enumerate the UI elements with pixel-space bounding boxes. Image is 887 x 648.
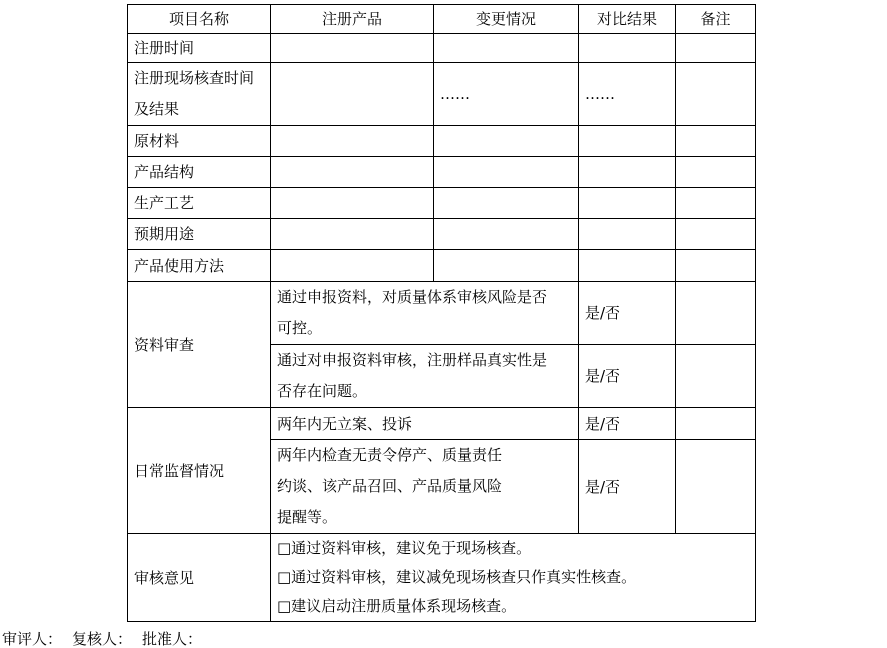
table-row	[128, 188, 756, 219]
empty-cell	[676, 63, 756, 126]
opinion-option-checkbox-2: □通过资料审核，建议减免现场核查只作真实性核查。	[277, 568, 637, 586]
empty-cell	[676, 157, 756, 188]
doc-review-result-1: 是/否	[579, 282, 676, 345]
opinion-option-checkbox-1: □通过资料审核，建议免于现场核查。	[277, 539, 532, 557]
row-label-intended-use: 预期用途	[128, 219, 271, 250]
empty-cell	[271, 250, 434, 282]
empty-cell	[676, 282, 756, 345]
signature-line	[2, 629, 887, 648]
empty-cell	[579, 34, 676, 63]
empty-cell	[434, 126, 579, 157]
header-change-status: 变更情况	[434, 5, 579, 34]
supervision-criterion-2-line1: 两年内检查无责令停产、质量责任	[277, 446, 503, 464]
doc-review-result-2: 是/否	[579, 345, 676, 408]
empty-cell	[271, 157, 434, 188]
doc-review-criterion-2-line1: 通过对申报资料审核，注册样品真实性是	[277, 351, 548, 369]
empty-cell	[676, 219, 756, 250]
supervision-criterion-1: 两年内无立案、投诉	[271, 408, 579, 440]
supervision-result-1: 是/否	[579, 408, 676, 440]
table-row	[128, 534, 756, 622]
table-row	[128, 63, 756, 126]
site-check-result-dots: ……	[579, 63, 676, 126]
row-label-site-check-line1: 注册现场核查时间	[134, 69, 255, 87]
supervision-result-2: 是/否	[579, 440, 676, 534]
table-header-row	[128, 5, 756, 34]
empty-cell	[676, 250, 756, 282]
row-label-review-opinion: 审核意见	[128, 534, 271, 622]
empty-cell	[579, 219, 676, 250]
doc-review-criterion-2-line2: 否存在问题。	[277, 382, 368, 400]
empty-cell	[271, 188, 434, 219]
row-label-daily-supervision: 日常监督情况	[128, 408, 271, 534]
header-comparison-result: 对比结果	[579, 5, 676, 34]
approver-label: 批准人：	[142, 630, 203, 648]
row-label-production-process: 生产工艺	[128, 188, 271, 219]
empty-cell	[434, 219, 579, 250]
empty-cell	[434, 34, 579, 63]
row-label-site-check	[128, 63, 271, 126]
empty-cell	[676, 440, 756, 534]
empty-cell	[579, 126, 676, 157]
empty-cell	[434, 250, 579, 282]
empty-cell	[271, 34, 434, 63]
header-remarks: 备注	[676, 5, 756, 34]
empty-cell	[676, 188, 756, 219]
table-row	[128, 250, 756, 282]
table-row	[128, 126, 756, 157]
empty-cell	[271, 219, 434, 250]
table-row	[128, 157, 756, 188]
header-registered-product: 注册产品	[271, 5, 434, 34]
empty-cell	[676, 408, 756, 440]
table-row	[128, 34, 756, 63]
empty-cell	[676, 34, 756, 63]
header-project-name: 项目名称	[128, 5, 271, 34]
doc-review-criterion-2	[271, 345, 579, 408]
row-label-product-structure: 产品结构	[128, 157, 271, 188]
empty-cell	[676, 345, 756, 408]
review-opinion-options	[271, 534, 756, 622]
empty-cell	[579, 157, 676, 188]
checker-label: 复核人：	[72, 630, 133, 648]
doc-review-criterion-1-line1: 通过申报资料，对质量体系审核风险是否	[277, 288, 548, 306]
table-row	[128, 282, 756, 345]
empty-cell	[434, 157, 579, 188]
empty-cell	[271, 126, 434, 157]
empty-cell	[271, 63, 434, 126]
table-row	[128, 219, 756, 250]
doc-review-criterion-1-line2: 可控。	[277, 319, 323, 337]
empty-cell	[579, 250, 676, 282]
row-label-site-check-line2: 及结果	[134, 100, 180, 118]
table-row	[128, 408, 756, 440]
empty-cell	[579, 188, 676, 219]
row-label-registration-time: 注册时间	[128, 34, 271, 63]
supervision-criterion-2-line3: 提醒等。	[277, 508, 338, 526]
row-label-doc-review: 资料审查	[128, 282, 271, 408]
row-label-raw-material: 原材料	[128, 126, 271, 157]
product-review-table	[127, 4, 756, 622]
doc-review-criterion-1	[271, 282, 579, 345]
site-check-change-dots: ……	[434, 63, 579, 126]
supervision-criterion-2-line2: 约谈、该产品召回、产品质量风险	[277, 477, 503, 495]
empty-cell	[676, 126, 756, 157]
supervision-criterion-2	[271, 440, 579, 534]
row-label-usage-method: 产品使用方法	[128, 250, 271, 282]
opinion-option-checkbox-3: □建议启动注册质量体系现场核查。	[277, 597, 517, 615]
empty-cell	[434, 188, 579, 219]
reviewer-label: 审评人：	[2, 630, 63, 648]
